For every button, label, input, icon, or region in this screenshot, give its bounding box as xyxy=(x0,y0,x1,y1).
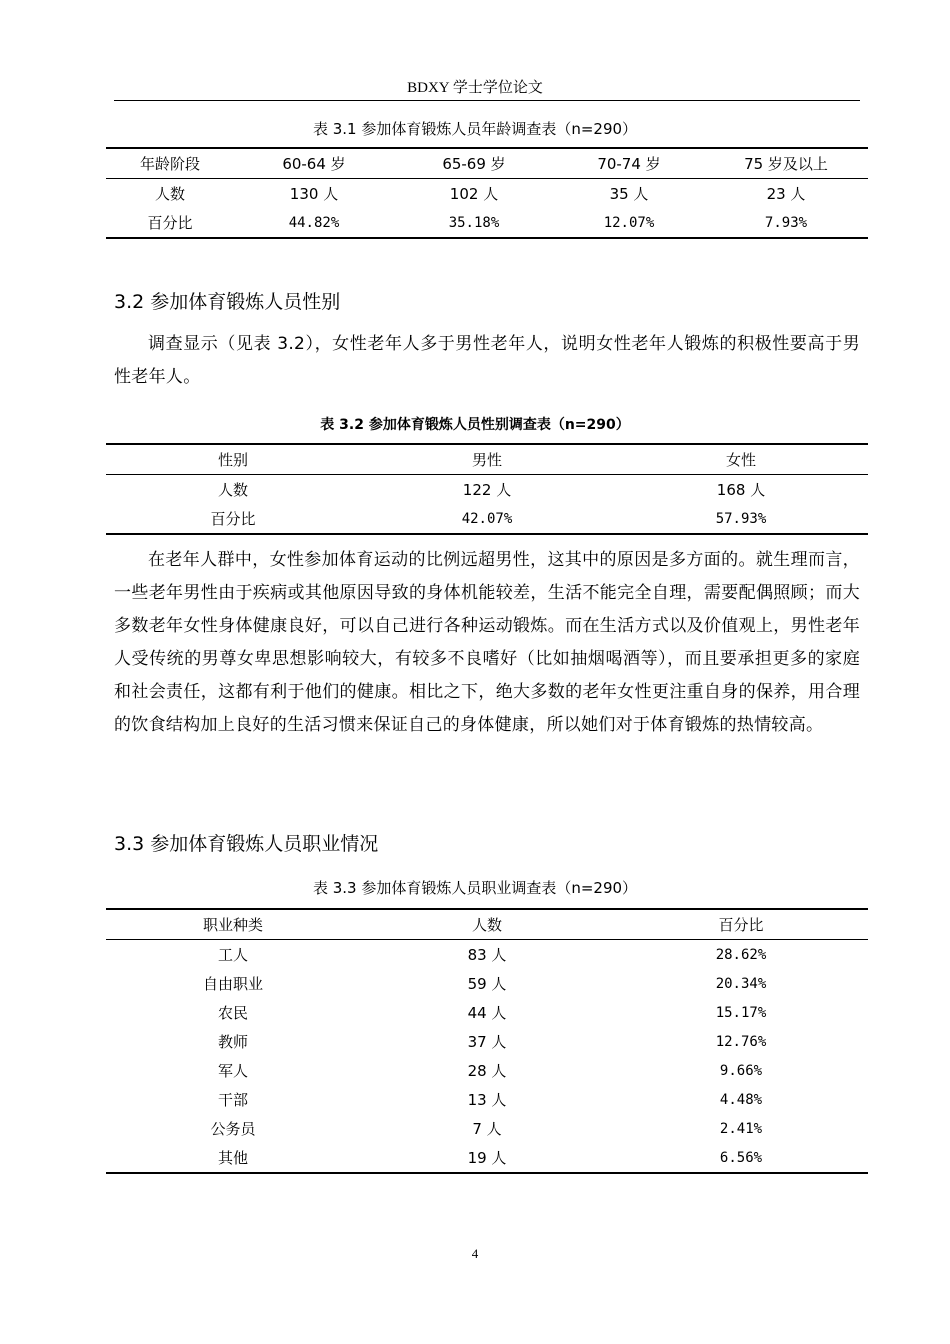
table-header-row xyxy=(106,909,868,940)
table-cell: 122 人 xyxy=(462,481,512,499)
table-cell: 23 人 xyxy=(766,185,806,203)
page-header: BDXY 学士学位论文 xyxy=(407,80,543,96)
table-cell: 7 人 xyxy=(472,1120,502,1138)
table-row xyxy=(106,1027,868,1056)
table-row xyxy=(106,208,868,238)
table-cell: 42.07% xyxy=(461,510,513,527)
table-cell: 其他 xyxy=(217,1149,248,1167)
table-row xyxy=(106,1056,868,1085)
table-cell: 35.18% xyxy=(448,214,500,231)
table-cell: 130 人 xyxy=(289,185,339,203)
table-cell: 2.41% xyxy=(719,1120,763,1137)
table2-caption: 表 3.2 参加体育锻炼人员性别调查表（n=290） xyxy=(320,417,630,433)
table-cell: 公务员 xyxy=(210,1120,256,1138)
table-cell: 44 人 xyxy=(467,1004,507,1022)
table-cell: 百分比 xyxy=(210,510,256,528)
table-cell: 百分比 xyxy=(147,214,193,232)
table3-caption: 表 3.3 参加体育锻炼人员职业调查表（n=290） xyxy=(312,879,638,897)
table-row xyxy=(106,940,868,970)
column-header: 性别 xyxy=(217,451,248,469)
table-cell: 农民 xyxy=(217,1004,248,1022)
table-header-row xyxy=(106,148,868,179)
column-header: 百分比 xyxy=(718,916,764,934)
paragraph-3-2: 调查显示（见表 3.2），女性老年人多于男性老年人，说明女性老年人锻炼的积极性要高于男性老年人。 xyxy=(114,334,860,387)
table-cell: 19 人 xyxy=(467,1149,507,1167)
occupation-table xyxy=(106,908,868,1174)
table-cell: 6.56% xyxy=(719,1149,763,1166)
column-header: 人数 xyxy=(471,916,502,934)
column-header: 职业种类 xyxy=(202,916,263,934)
table-cell: 4.48% xyxy=(719,1091,763,1108)
table1-caption: 表 3.1 参加体育锻炼人员年龄调查表（n=290） xyxy=(312,120,638,138)
table-cell: 15.17% xyxy=(715,1004,767,1021)
occupation-table-body xyxy=(106,940,868,1174)
table-cell: 工人 xyxy=(217,946,248,964)
column-header: 75 岁及以上 xyxy=(744,155,828,173)
header-rule xyxy=(114,100,860,101)
table-cell: 28.62% xyxy=(715,946,767,963)
table-cell: 12.76% xyxy=(715,1033,767,1050)
table-row xyxy=(106,1143,868,1173)
table-cell: 干部 xyxy=(217,1091,248,1109)
table-cell: 83 人 xyxy=(467,946,507,964)
table-row xyxy=(106,969,868,998)
table-cell: 28 人 xyxy=(467,1062,507,1080)
paragraph-gender-analysis: 在老年人群中，女性参加体育运动的比例远超男性，这其中的原因是多方面的。就生理而言，一些老年男性由于疾病或其他原因导致的身体机能较差，生活不能完全自理，需要配偶照顾；而大多数老年女性身体健康良好，可以自己进行各种运动锻炼。而在生活方式以及价值观上，男性老年人受传统的男尊女卑思想影响较大，有较多不良嗜好（比如抽烟喝酒等），而且要承担更多的家庭和社会责任，这都有利于他们的健康。相比之下，绝大多数的老年女性更注重自身的保养，用合理的饮食结构加上良好的生活习惯来保证自己的身体健康，所以她们对于体育锻炼的热情较高。 xyxy=(114,550,860,735)
section-heading-3-3: 3.3 参加体育锻炼人员职业情况 xyxy=(114,833,379,855)
column-header: 65-69 岁 xyxy=(442,155,506,173)
table-cell: 军人 xyxy=(217,1062,248,1080)
table-cell: 57.93% xyxy=(715,510,767,527)
column-header: 60-64 岁 xyxy=(282,155,346,173)
table-row xyxy=(106,179,868,209)
table-row xyxy=(106,998,868,1027)
table-row xyxy=(106,1114,868,1143)
table-row xyxy=(106,504,868,534)
table-header-row xyxy=(106,444,868,475)
age-table xyxy=(106,147,868,239)
column-header: 年龄阶段 xyxy=(139,155,200,173)
table-cell: 12.07% xyxy=(603,214,655,231)
table-cell: 44.82% xyxy=(288,214,340,231)
table-cell: 自由职业 xyxy=(202,975,263,993)
table-row xyxy=(106,475,868,505)
column-header: 70-74 岁 xyxy=(597,155,661,173)
table-row xyxy=(106,1085,868,1114)
table-cell: 102 人 xyxy=(449,185,499,203)
table-cell: 人数 xyxy=(217,481,248,499)
table-cell: 59 人 xyxy=(467,975,507,993)
table-cell: 13 人 xyxy=(467,1091,507,1109)
gender-table xyxy=(106,443,868,535)
page-number: 4 xyxy=(471,1246,479,1261)
table-cell: 20.34% xyxy=(715,975,767,992)
column-header: 男性 xyxy=(471,451,502,469)
table-cell: 9.66% xyxy=(719,1062,763,1079)
section-heading-3-2: 3.2 参加体育锻炼人员性别 xyxy=(114,291,341,313)
table-cell: 37 人 xyxy=(467,1033,507,1051)
table-cell: 人数 xyxy=(154,185,185,203)
table-cell: 教师 xyxy=(217,1033,248,1051)
table-cell: 35 人 xyxy=(609,185,649,203)
table-cell: 7.93% xyxy=(764,214,808,231)
table-cell: 168 人 xyxy=(716,481,766,499)
column-header: 女性 xyxy=(725,451,756,469)
